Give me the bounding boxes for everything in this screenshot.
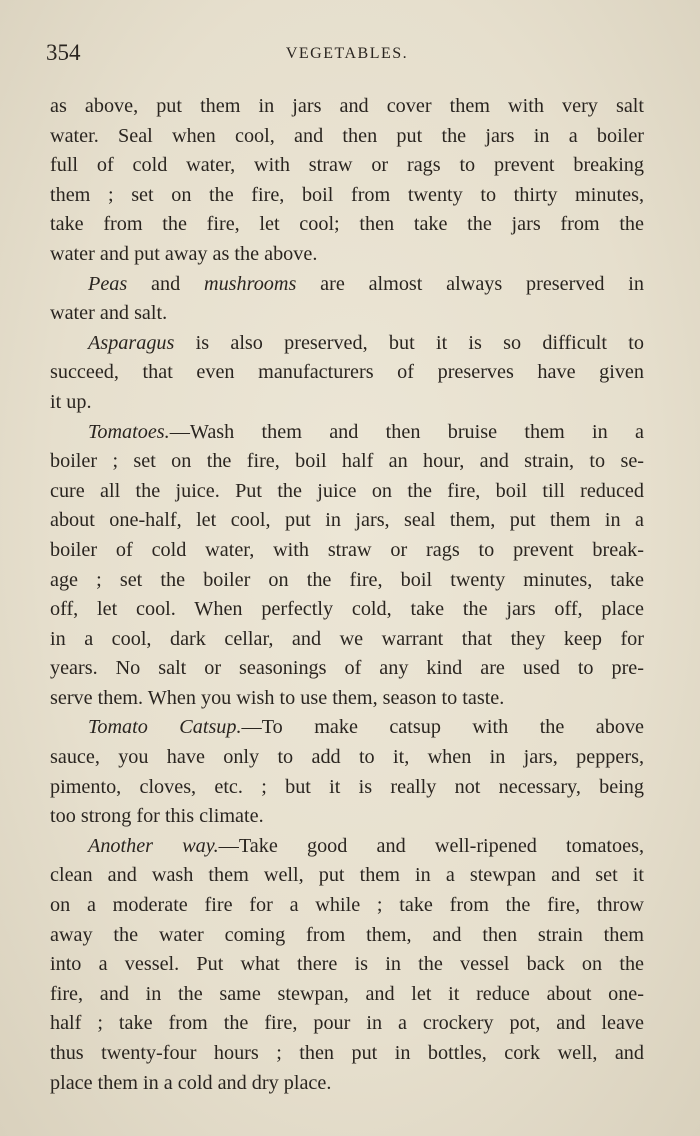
running-head: VEGETABLES. <box>285 45 409 62</box>
text-segment: away the water coming from them, and then strain them <box>50 923 644 946</box>
text-line <box>50 950 644 980</box>
text-segment: pimento, cloves, etc. ; but it is really not necessary, being <box>50 775 644 798</box>
text-segment: it up. <box>50 390 92 413</box>
text-line <box>50 358 644 388</box>
text-line <box>50 536 644 566</box>
text-line <box>50 1069 644 1099</box>
text-segment: too strong for this climate. <box>50 805 264 828</box>
text-line <box>50 181 644 211</box>
text-segment: fire, and in the same stewpan, and let it reduce about one- <box>50 982 644 1005</box>
text-line <box>50 270 644 300</box>
text-line <box>50 713 644 743</box>
text-segment: as above, put them in jars and cover them with very salt <box>50 95 644 117</box>
text-segment: —Wash them and then bruise them in a <box>169 420 644 443</box>
text-segment: serve them. When you wish to use them, season to taste. <box>50 686 505 709</box>
text-segment: succeed, that even manufacturers of preserves have given <box>50 361 644 384</box>
text-segment: half ; take from the fire, pour in a crockery pot, and leave <box>50 1012 644 1035</box>
text-line <box>50 595 644 625</box>
text-segment: cure all the juice. Put the juice on the fire, boil till reduced <box>50 479 644 502</box>
text-line <box>50 122 644 152</box>
text-line <box>50 891 644 921</box>
text-segment: boiler of cold water, with straw or rags to prevent break- <box>50 538 644 561</box>
text-segment: years. No salt or seasonings of any kind are used to pre- <box>50 657 644 680</box>
text-line <box>50 210 644 240</box>
italic-term: Another way. <box>88 834 219 857</box>
italic-term: Tomato Catsup. <box>88 716 242 739</box>
text-segment: water and salt. <box>50 302 168 325</box>
text-line <box>50 388 644 418</box>
text-segment: age ; set the boiler on the fire, boil twenty minutes, take <box>50 568 644 591</box>
text-segment: water. Seal when cool, and then put the jars in a boiler <box>50 124 644 147</box>
text-line <box>50 329 644 359</box>
text-segment: is also preserved, but it is so difficult to <box>174 331 644 354</box>
text-segment: —To make catsup with the above <box>241 716 644 739</box>
text-segment: —Take good and well-ripened tomatoes, <box>218 834 644 857</box>
text-line <box>50 743 644 773</box>
text-line <box>50 625 644 655</box>
page-header <box>46 40 648 74</box>
text-line <box>50 861 644 891</box>
text-segment: clean and wash them well, put them in a stewpan and set it <box>50 864 644 887</box>
italic-term: mushrooms <box>203 272 297 295</box>
text-segment: into a vessel. Put what there is in the vessel back on the <box>50 953 644 976</box>
text-line <box>50 832 644 862</box>
text-line <box>50 477 644 507</box>
text-segment: and <box>127 272 204 295</box>
text-segment: about one-half, let cool, put in jars, seal them, put them in a <box>50 509 644 532</box>
text-segment: off, let cool. When perfectly cold, take the jars off, place <box>50 598 644 621</box>
text-line <box>50 299 644 329</box>
text-line <box>50 92 644 122</box>
text-segment: place them in a cold and dry place. <box>50 1071 332 1094</box>
text-line <box>50 151 644 181</box>
italic-term: Asparagus <box>88 331 175 354</box>
text-line <box>50 240 644 270</box>
text-line <box>50 773 644 803</box>
text-segment: full of cold water, with straw or rags to prevent breaking <box>50 154 644 177</box>
text-segment: water and put away as the above. <box>50 242 318 265</box>
text-segment: them ; set on the fire, boil from twenty to thirty minutes, <box>50 183 644 206</box>
italic-term: Tomatoes. <box>88 420 170 443</box>
text-line <box>50 447 644 477</box>
text-line <box>50 980 644 1010</box>
text-line <box>50 921 644 951</box>
text-segment: are almost always preserved in <box>296 272 644 295</box>
text-line <box>50 1039 644 1069</box>
text-segment: on a moderate fire for a while ; take from the fire, throw <box>50 894 644 917</box>
page-number: 354 <box>46 40 81 65</box>
text-segment: thus twenty-four hours ; then put in bottles, cork well, and <box>50 1042 644 1064</box>
text-segment: in a cool, dark cellar, and we warrant that they keep for <box>50 627 644 650</box>
text-line <box>50 802 644 832</box>
text-line <box>50 418 644 448</box>
text-line <box>50 654 644 684</box>
text-segment: take from the fire, let cool; then take the jars from the <box>50 213 644 236</box>
text-line <box>50 1009 644 1039</box>
body-text <box>50 92 644 1098</box>
text-segment: boiler ; set on the fire, boil half an hour, and strain, to se- <box>50 450 644 473</box>
text-segment: sauce, you have only to add to it, when in jars, peppers, <box>50 746 644 769</box>
text-line <box>50 684 644 714</box>
text-line <box>50 506 644 536</box>
text-line <box>50 566 644 596</box>
italic-term: Peas <box>88 272 128 295</box>
